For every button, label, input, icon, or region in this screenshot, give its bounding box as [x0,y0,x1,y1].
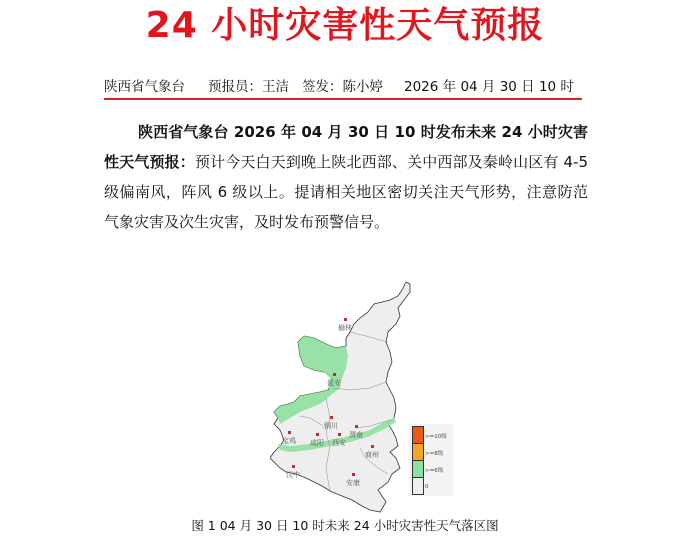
map-legend [409,424,453,496]
forecaster: 预报员：王洁 [208,79,289,95]
city-shangzhou: 商州 [365,451,379,459]
header-divider [104,98,582,100]
forecast-text: 预计今天白天到晚上陕北西部、关中西部及秦岭山区有 4-5 级偏南风，阵风 6 级以上。提请相关地区密切关注天气形势，注意防范气象灾害及次生灾害，及时发布预警信号。 [104,153,588,231]
legend-label-6: >=6级 [425,468,444,474]
page-title: 24 小时灾害性天气预报 [145,5,545,46]
legend-swatch-0 [412,477,424,495]
legend-swatch-10 [412,426,424,444]
figure-caption: 图 1 04 月 30 日 10 时未来 24 小时灾害性天气落区图 [191,518,499,533]
legend-label-10: >=10级 [425,434,447,440]
forecast-lead: 陕西省气象台 2026 年 04 月 30 日 10 时发布未来 24 小时灾害性天气预报： [104,123,588,171]
city-yanan: 延安 [327,379,341,387]
legend-label-8: >=8级 [425,451,444,457]
agency-name: 陕西省气象台 [104,79,185,95]
issuer: 签发：陈小婷 [302,79,383,95]
city-xian: 西安 [332,439,346,447]
forecast-body [104,117,588,237]
city-weinan: 渭南 [349,431,363,439]
city-yulin: 榆林 [338,324,352,332]
issue-time: 2026 年 04 月 30 日 10 时 [404,79,574,95]
city-tongchuan: 铜川 [324,422,338,430]
issue-info-bar [104,76,578,98]
city-hanzhong: 汉中 [286,471,300,479]
legend-swatch-6 [412,460,424,478]
city-ankang: 安康 [346,479,360,487]
legend-label-0: 0 [425,484,429,490]
city-xianyang: 咸阳 [310,439,324,447]
legend-swatch-8 [412,443,424,461]
city-baoji: 宝鸡 [282,437,296,445]
